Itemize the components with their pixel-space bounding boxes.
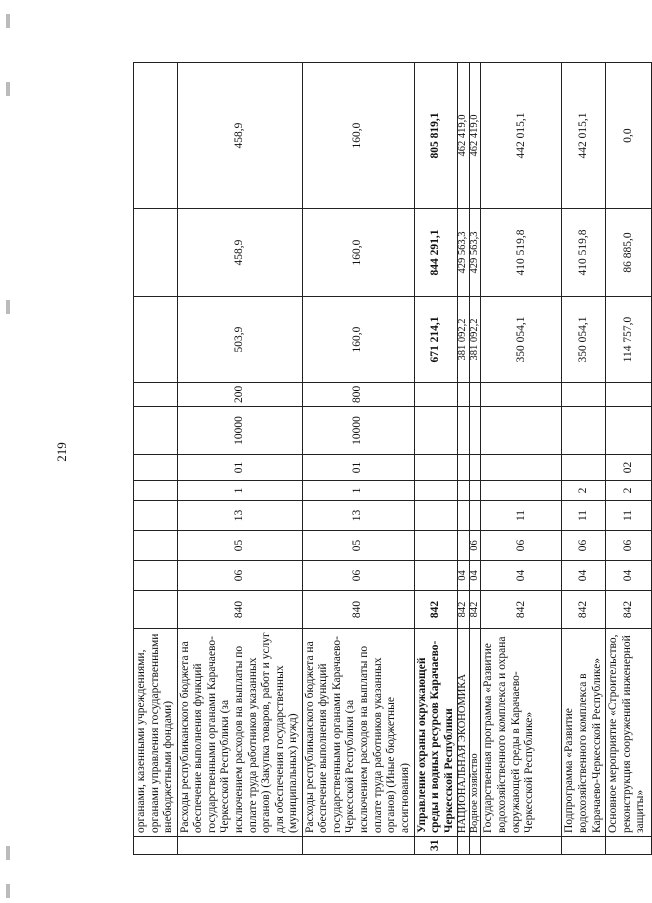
- amount-year-2: 160,0: [302, 209, 414, 297]
- target-article-direction: 10000: [302, 407, 414, 455]
- target-article-direction: [458, 407, 470, 455]
- section-code: 04: [481, 561, 562, 591]
- expense-type-code: [458, 383, 470, 407]
- target-article-subprogram: [134, 481, 178, 501]
- table-row: [302, 63, 414, 855]
- row-number: [562, 837, 606, 855]
- target-article-subprogram: 2: [606, 481, 652, 501]
- amount-year-2: 410 519,8: [481, 209, 562, 297]
- target-article-subprogram: [481, 481, 562, 501]
- subsection-code: [134, 531, 178, 561]
- amount-year-2: 429 563,3: [469, 209, 481, 297]
- target-article-subprogram: [458, 481, 470, 501]
- amount-year-1: 350 054,1: [481, 297, 562, 383]
- subsection-code: 06: [481, 531, 562, 561]
- subsection-code: [414, 531, 458, 561]
- row-number: [481, 837, 562, 855]
- ministry-code: [134, 591, 178, 629]
- target-article-subprogram: [414, 481, 458, 501]
- expense-type-code: [414, 383, 458, 407]
- row-description: органами, казенными учреждениями, органами управления государственными внебюджетными фондами): [134, 629, 178, 837]
- target-article-event: 01: [302, 455, 414, 481]
- target-article-program: 13: [302, 501, 414, 531]
- target-article-event: [562, 455, 606, 481]
- ministry-code: 840: [302, 591, 414, 629]
- row-description: Подпрограмма «Развитие водохозяйственного комплекса в Карачаево-Черкесской Республике»: [562, 629, 606, 837]
- target-article-direction: [481, 407, 562, 455]
- subsection-code: 06: [469, 531, 481, 561]
- target-article-event: [414, 455, 458, 481]
- target-article-program: [469, 501, 481, 531]
- target-article-event: [469, 455, 481, 481]
- target-article-event: 02: [606, 455, 652, 481]
- target-article-event: [458, 455, 470, 481]
- target-article-program: [414, 501, 458, 531]
- page-number: 219: [54, 442, 69, 462]
- budget-table-body: [134, 63, 652, 855]
- table-row: [606, 63, 652, 855]
- section-code: [134, 561, 178, 591]
- expense-type-code: [481, 383, 562, 407]
- amount-year-1: 381 092,2: [458, 297, 470, 383]
- row-number: [134, 837, 178, 855]
- amount-year-3: 442 015,1: [562, 63, 606, 209]
- amount-year-2: [134, 209, 178, 297]
- table-row: [562, 63, 606, 855]
- scan-artifact: [6, 884, 10, 898]
- amount-year-1: 160,0: [302, 297, 414, 383]
- target-article-subprogram: 1: [177, 481, 302, 501]
- row-number: [458, 837, 470, 855]
- expense-type-code: 200: [177, 383, 302, 407]
- row-description: Основное мероприятие «Строительство, реконструкция сооружений инженерной защиты»: [606, 629, 652, 837]
- expense-type-code: [606, 383, 652, 407]
- table-row: [481, 63, 562, 855]
- row-description: Государственная программа «Развитие водохозяйственного комплекса и охрана окружающей среды в Карачаево-Черкесской Республике»: [481, 629, 562, 837]
- expense-type-code: [134, 383, 178, 407]
- table-row: [414, 63, 458, 855]
- section-code: 06: [177, 561, 302, 591]
- row-description: Управление охраны окружающей среды и водных ресурсов Карачаево-Черкесской Республики: [414, 629, 458, 837]
- subsection-code: 05: [302, 531, 414, 561]
- rotated-table-area: [133, 63, 647, 855]
- target-article-direction: [414, 407, 458, 455]
- row-number: 31: [414, 837, 458, 855]
- table-row: [458, 63, 470, 855]
- amount-year-3: 805 819,1: [414, 63, 458, 209]
- row-description: Водное хозяйство: [469, 629, 481, 837]
- amount-year-3: 458,9: [177, 63, 302, 209]
- target-article-program: 13: [177, 501, 302, 531]
- ministry-code: 842: [469, 591, 481, 629]
- ministry-code: 842: [606, 591, 652, 629]
- table-row: [134, 63, 178, 855]
- subsection-code: 06: [562, 531, 606, 561]
- amount-year-3: 462 419,0: [469, 63, 481, 209]
- target-article-direction: [469, 407, 481, 455]
- amount-year-3: 160,0: [302, 63, 414, 209]
- target-article-event: [134, 455, 178, 481]
- amount-year-2: 844 291,1: [414, 209, 458, 297]
- target-article-event: [481, 455, 562, 481]
- target-article-subprogram: 2: [562, 481, 606, 501]
- target-article-program: 11: [606, 501, 652, 531]
- row-number: [177, 837, 302, 855]
- amount-year-1: 503,9: [177, 297, 302, 383]
- subsection-code: 05: [177, 531, 302, 561]
- row-number: [302, 837, 414, 855]
- target-article-subprogram: 1: [302, 481, 414, 501]
- ministry-code: 840: [177, 591, 302, 629]
- expense-type-code: [469, 383, 481, 407]
- table-row: [469, 63, 481, 855]
- target-article-program: 11: [481, 501, 562, 531]
- subsection-code: [458, 531, 470, 561]
- row-number: [469, 837, 481, 855]
- target-article-direction: [606, 407, 652, 455]
- scan-artifact: [6, 300, 10, 314]
- row-description: НАЦИОНАЛЬНАЯ ЭКОНОМИКА: [458, 629, 470, 837]
- expense-type-code: [562, 383, 606, 407]
- target-article-program: [458, 501, 470, 531]
- target-article-program: [134, 501, 178, 531]
- target-article-event: 01: [177, 455, 302, 481]
- amount-year-2: 429 563,3: [458, 209, 470, 297]
- section-code: [414, 561, 458, 591]
- amount-year-2: 410 519,8: [562, 209, 606, 297]
- ministry-code: 842: [481, 591, 562, 629]
- row-description: Расходы республиканского бюджета на обеспечение выполнения функций государственными органами Карачаево-Черкесской Республики (за исключением расходов на выплаты по оплате труда работников указанных органов) (Закупка товаров, работ и услуг для обеспечения государственных (муниципальных) нужд): [177, 629, 302, 837]
- row-number: [606, 837, 652, 855]
- scan-artifact: [6, 846, 10, 860]
- target-article-direction: [562, 407, 606, 455]
- amount-year-1: 350 054,1: [562, 297, 606, 383]
- amount-year-3: [134, 63, 178, 209]
- budget-table: [133, 62, 652, 855]
- amount-year-1: 671 214,1: [414, 297, 458, 383]
- target-article-direction: [134, 407, 178, 455]
- subsection-code: 06: [606, 531, 652, 561]
- section-code: 04: [606, 561, 652, 591]
- ministry-code: 842: [414, 591, 458, 629]
- section-code: 04: [562, 561, 606, 591]
- table-row: [177, 63, 302, 855]
- amount-year-3: 462 419,0: [458, 63, 470, 209]
- section-code: 06: [302, 561, 414, 591]
- target-article-direction: 10000: [177, 407, 302, 455]
- amount-year-1: 114 757,0: [606, 297, 652, 383]
- amount-year-1: 381 092,2: [469, 297, 481, 383]
- scan-artifact: [6, 14, 10, 28]
- expense-type-code: 800: [302, 383, 414, 407]
- scan-artifact: [6, 82, 10, 96]
- amount-year-1: [134, 297, 178, 383]
- section-code: 04: [469, 561, 481, 591]
- section-code: 04: [458, 561, 470, 591]
- row-description: Расходы республиканского бюджета на обеспечение выполнения функций государственными органами Карачаево-Черкесской Республики (за исключением расходов на выплаты по оплате труда работников указанных органов) (Иные бюджетные ассигнования): [302, 629, 414, 837]
- target-article-subprogram: [469, 481, 481, 501]
- target-article-program: 11: [562, 501, 606, 531]
- ministry-code: 842: [458, 591, 470, 629]
- amount-year-2: 458,9: [177, 209, 302, 297]
- ministry-code: 842: [562, 591, 606, 629]
- budget-table-container: [133, 63, 647, 855]
- amount-year-3: 0,0: [606, 63, 652, 209]
- amount-year-2: 86 885,0: [606, 209, 652, 297]
- amount-year-3: 442 015,1: [481, 63, 562, 209]
